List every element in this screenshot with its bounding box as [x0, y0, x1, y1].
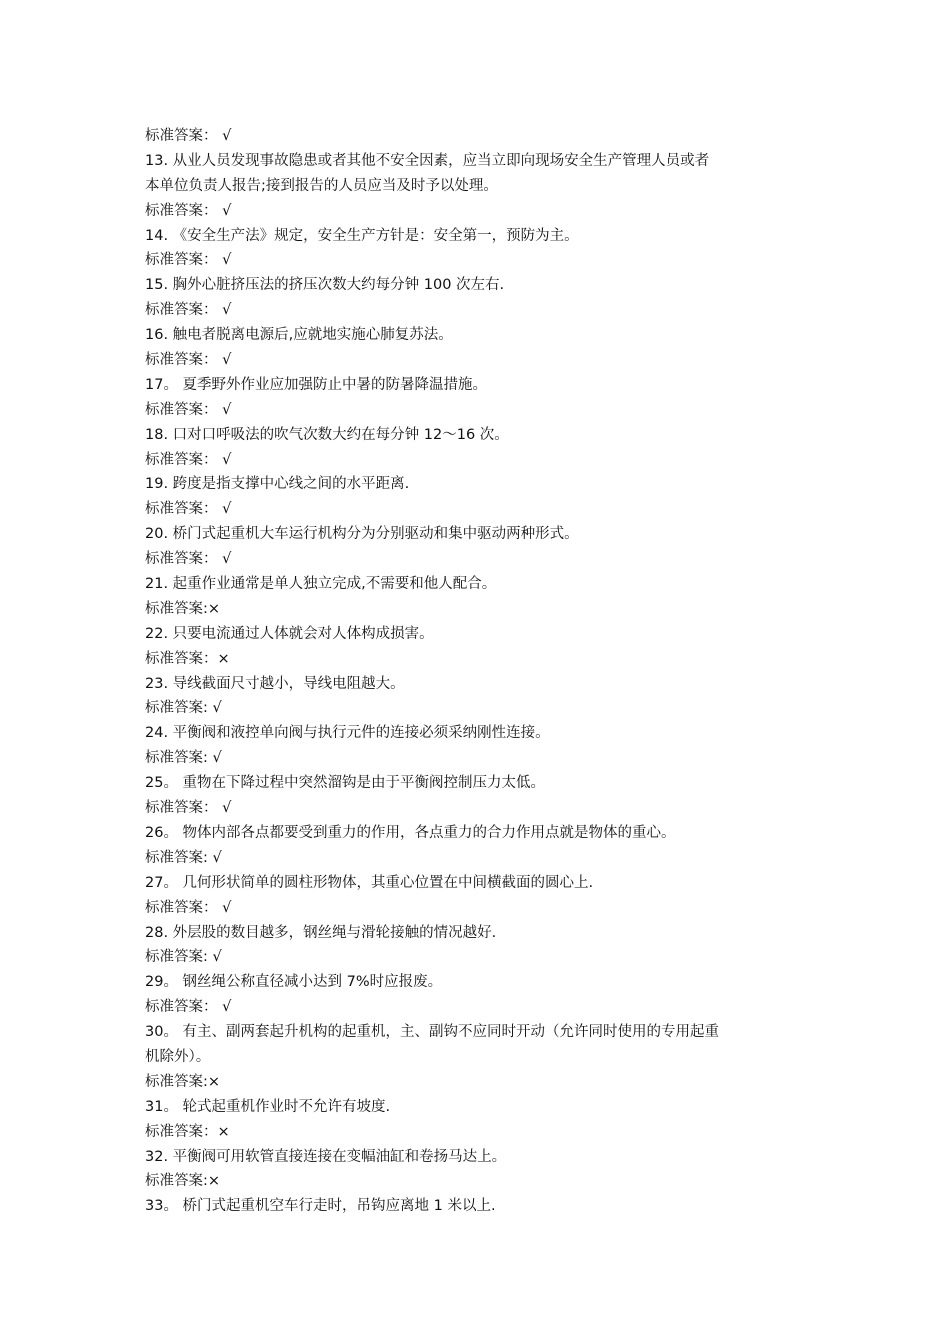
answer-line: 标准答案： √	[145, 451, 232, 468]
question-line: 30。 有主、副两套起升机构的起重机，主、副钩不应同时开动（允许同时使用的专用起重	[145, 1024, 720, 1041]
answer-line: 标准答案： √	[145, 202, 232, 219]
answer-line: 标准答案:×	[145, 1073, 221, 1090]
question-line: 23. 导线截面尺寸越小，导线电阻越大。	[145, 675, 405, 692]
answer-line: 标准答案： √	[145, 302, 232, 319]
answer-line: 标准答案:×	[145, 600, 221, 617]
answer-line: 标准答案： √	[145, 899, 232, 916]
question-line: 21. 起重作业通常是单人独立完成,不需要和他人配合。	[145, 576, 497, 593]
answer-line: 标准答案： √	[145, 501, 232, 518]
question-line: 19. 跨度是指支撑中心线之间的水平距离.	[145, 476, 410, 493]
answer-line: 标准答案: √	[145, 700, 222, 717]
question-line: 22. 只要电流通过人体就会对人体构成损害。	[145, 625, 434, 642]
question-line: 20. 桥门式起重机大车运行机构分为分别驱动和集中驱动两种形式。	[145, 526, 579, 543]
question-line: 25。 重物在下降过程中突然溜钩是由于平衡阀控制压力太低。	[145, 775, 546, 792]
question-line: 31。 轮式起重机作业时不允许有坡度.	[145, 1098, 391, 1115]
document-page	[145, 124, 815, 1219]
question-line: 33。 桥门式起重机空车行走时，吊钩应离地 1 米以上.	[145, 1198, 496, 1215]
answer-line: 标准答案：×	[145, 1123, 230, 1140]
question-line: 16. 触电者脱离电源后,应就地实施心肺复苏法。	[145, 327, 453, 344]
answer-line: 标准答案:×	[145, 1173, 221, 1190]
answer-line: 标准答案: √	[145, 750, 222, 767]
answer-line: 标准答案： √	[145, 551, 232, 568]
question-line: 14. 《安全生产法》规定，安全生产方针是：安全第一，预防为主。	[145, 227, 579, 244]
question-line: 28. 外层股的数目越多，钢丝绳与滑轮接触的情况越好.	[145, 924, 497, 941]
question-line: 32. 平衡阀可用软管直接连接在变幅油缸和卷扬马达上。	[145, 1148, 507, 1165]
answer-line: 标准答案： √	[145, 128, 232, 144]
answer-line: 标准答案：×	[145, 650, 230, 667]
question-line: 15. 胸外心脏挤压法的挤压次数大约每分钟 100 次左右.	[145, 277, 505, 294]
answer-line: 标准答案: √	[145, 849, 222, 866]
question-line: 24. 平衡阀和液控单向阀与执行元件的连接必须采纳刚性连接。	[145, 725, 550, 742]
question-line: 机除外）。	[145, 1048, 211, 1065]
question-line: 27。 几何形状简单的圆柱形物体，其重心位置在中间横截面的圆心上.	[145, 874, 594, 891]
answer-line: 标准答案： √	[145, 401, 232, 418]
question-line: 17。 夏季野外作业应加强防止中暑的防暑降温措施。	[145, 376, 488, 393]
answer-line: 标准答案: √	[145, 949, 222, 966]
question-line: 13. 从业人员发现事故隐患或者其他不安全因素，应当立即向现场安全生产管理人员或者	[145, 152, 710, 169]
answer-line: 标准答案： √	[145, 252, 232, 269]
question-line: 29。 钢丝绳公称直径减小达到 7%时应报废。	[145, 974, 443, 991]
answer-line: 标准答案： √	[145, 800, 232, 817]
answer-line: 标准答案： √	[145, 999, 232, 1016]
question-line: 本单位负责人报告;接到报告的人员应当及时予以处理。	[145, 177, 498, 194]
question-line: 18. 口对口呼吸法的吹气次数大约在每分钟 12～16 次。	[145, 426, 509, 443]
question-line: 26。 物体内部各点都要受到重力的作用，各点重力的合力作用点就是物体的重心。	[145, 824, 676, 841]
answer-line: 标准答案： √	[145, 352, 232, 369]
